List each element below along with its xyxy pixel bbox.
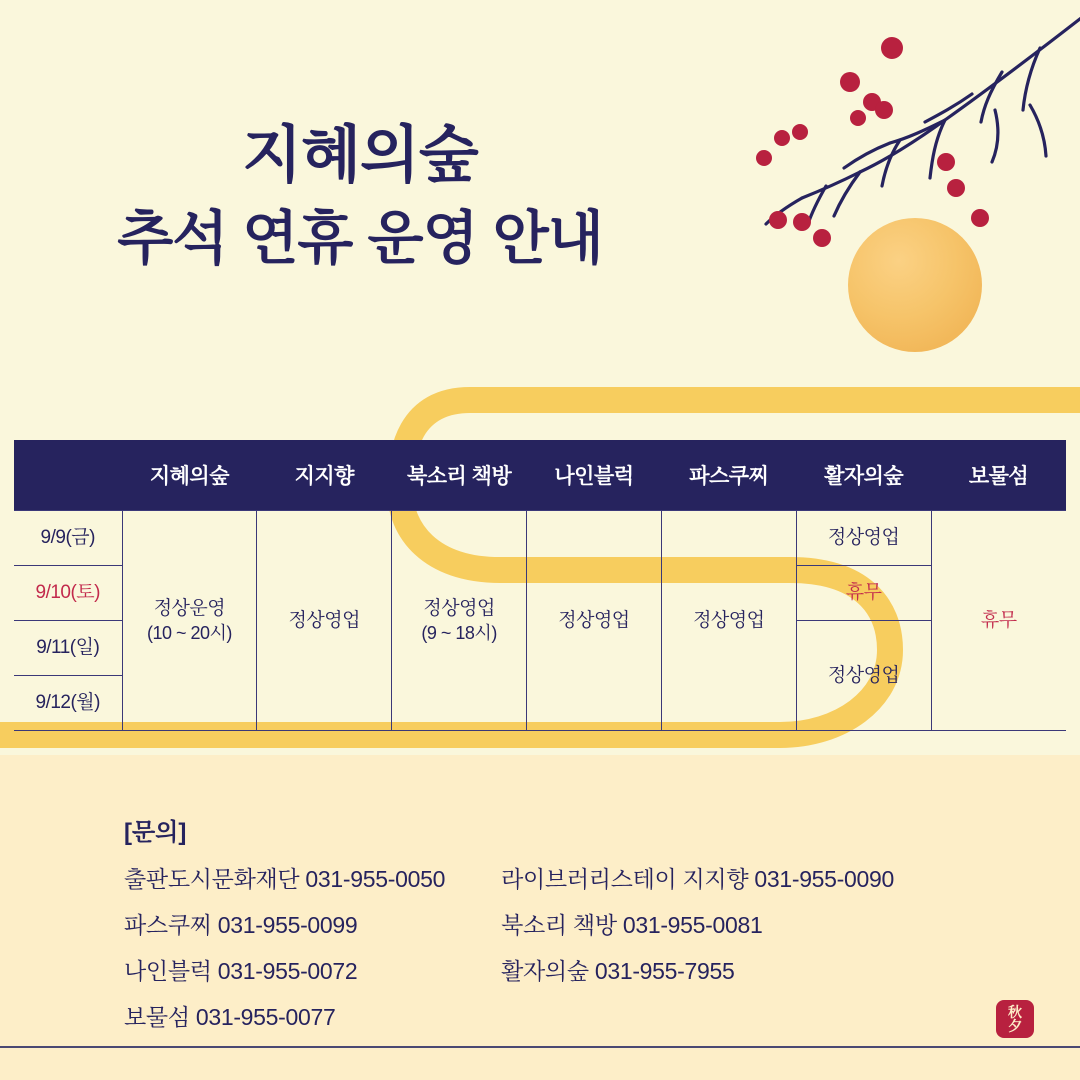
cell-hwalja-0911-0912: 정상영업: [796, 621, 931, 731]
contact-column-right: [501, 861, 894, 1032]
contact-item: 라이브러리스테이 지지향 031-955-0090: [501, 866, 894, 892]
title-line-1: 지혜의숲: [242, 121, 478, 190]
cell-booksori-line1: 정상영업: [423, 597, 495, 619]
contact-item: 파스쿠찌 031-955-0099: [124, 912, 358, 938]
contact-item: 보물섬 031-955-0077: [124, 1004, 336, 1030]
cell-jijihyang: 정상영업: [257, 511, 392, 731]
contact-item: 북소리 책방 031-955-0081: [501, 912, 763, 938]
chuseok-stamp-icon: [996, 1000, 1034, 1038]
cell-jihye-line2: (10 ~ 20시): [146, 623, 232, 644]
bottom-divider-line: [0, 1046, 1080, 1048]
title-line-2: 추석 연휴 운영 안내: [117, 205, 603, 271]
contact-item: 활자의숲 031-955-7955: [501, 958, 735, 984]
column-header-nineblock: 나인블럭: [527, 440, 662, 511]
page-title: [0, 118, 720, 274]
row-date-0910: 9/10(토): [14, 566, 122, 621]
stamp-char-1: 秋: [1008, 1004, 1022, 1020]
column-header-jijihyang: 지지향: [257, 440, 392, 511]
cell-booksori: [392, 511, 527, 731]
column-header-bomulseom: 보물섬: [931, 440, 1066, 511]
cell-hwalja-0910: 휴무: [796, 566, 931, 621]
cell-hwalja-0909: 정상영업: [796, 511, 931, 566]
moon-decoration: [848, 218, 982, 352]
contact-section: [124, 812, 894, 1032]
cell-bomulseom: 휴무: [931, 511, 1066, 731]
cell-nineblock: 정상영업: [527, 511, 662, 731]
contact-column-left: [124, 861, 445, 1032]
contact-item: 나인블럭 031-955-0072: [124, 958, 358, 984]
cell-pascucci: 정상영업: [661, 511, 796, 731]
row-date-0912: 9/12(월): [14, 676, 122, 731]
schedule-table-wrapper: [14, 440, 1066, 731]
column-header-hwalja: 활자의숲: [796, 440, 931, 511]
schedule-table: [14, 440, 1066, 731]
table-header-row: [14, 440, 1066, 511]
stamp-char-2: 夕: [1008, 1018, 1022, 1034]
table-row: [14, 511, 1066, 566]
column-header-booksori: 북소리 책방: [392, 440, 527, 511]
contact-title: [문의]: [124, 819, 187, 846]
cell-booksori-line2: (9 ~ 18시): [421, 623, 497, 644]
cell-jihye-line1: 정상운영: [153, 597, 226, 619]
row-date-0909: 9/9(금): [14, 511, 122, 566]
table-corner-cell: [14, 440, 122, 511]
contact-item: 출판도시문화재단 031-955-0050: [124, 866, 446, 892]
column-header-pascucci: 파스쿠찌: [661, 440, 796, 511]
cell-jihye: [122, 511, 257, 731]
row-date-0911: 9/11(일): [14, 621, 122, 676]
contact-columns: [124, 861, 894, 1032]
column-header-jihye: 지혜의숲: [122, 440, 257, 511]
